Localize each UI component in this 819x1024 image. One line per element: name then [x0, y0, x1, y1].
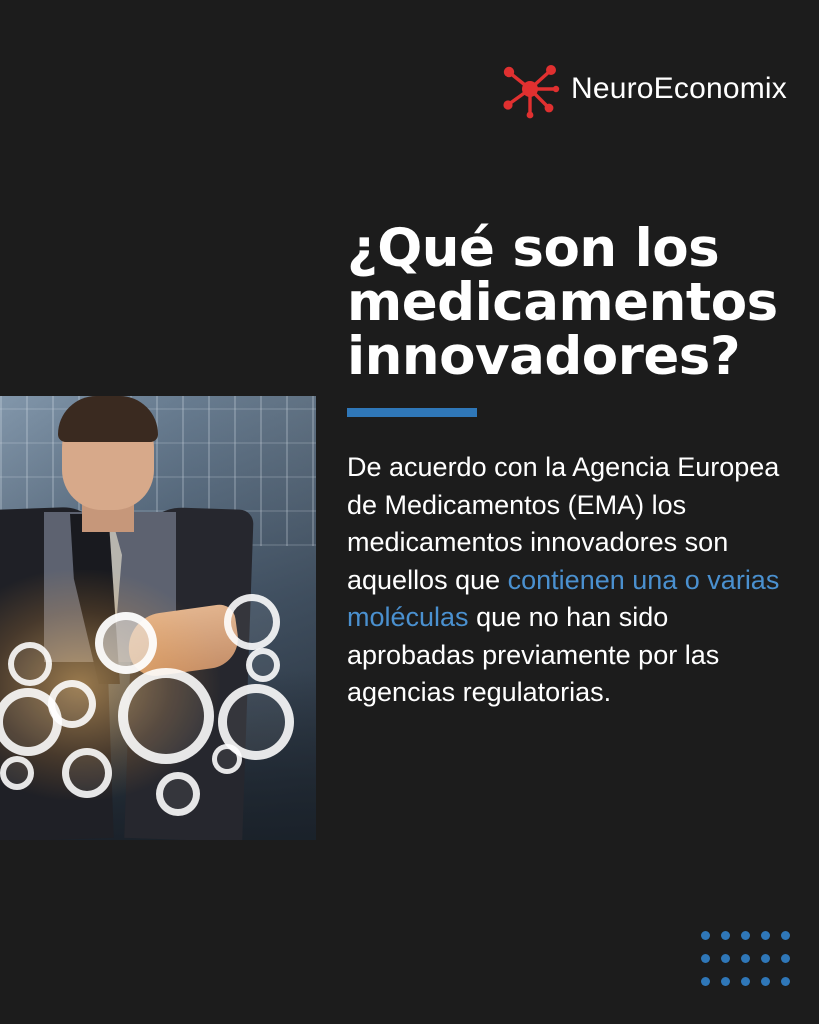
neuron-molecule-icon [499, 58, 561, 120]
gear-icon [156, 772, 200, 816]
page-title: ¿Qué son los medicamentos innovadores? [347, 218, 778, 388]
dot [781, 954, 790, 963]
gear-icon [95, 612, 157, 674]
gear-icon [224, 594, 280, 650]
dot [701, 954, 710, 963]
dot [761, 954, 770, 963]
dot [781, 931, 790, 940]
hero-image [0, 396, 316, 840]
dot [701, 977, 710, 986]
gear-icon [246, 648, 280, 682]
gear-icon [118, 668, 214, 764]
dot [721, 931, 730, 940]
brand-name: NeuroEconomix [570, 72, 787, 105]
dot [741, 977, 750, 986]
dot [741, 954, 750, 963]
gear-icon [62, 748, 112, 798]
dot [701, 931, 710, 940]
dot [741, 931, 750, 940]
dot [781, 977, 790, 986]
body-paragraph [347, 449, 787, 712]
hair [58, 396, 158, 442]
dot [721, 954, 730, 963]
dot [761, 931, 770, 940]
dot [721, 977, 730, 986]
text-column [347, 218, 787, 712]
body-text-part2: que no han sido aprobadas previamente por las agencias regulatorias. [347, 602, 720, 708]
title-underline-rule [347, 408, 477, 417]
dot-grid-decoration [701, 931, 801, 1000]
dot [761, 977, 770, 986]
brand-logo [499, 58, 787, 120]
gear-icon [212, 744, 242, 774]
gear-icon [8, 642, 52, 686]
body-text-part1: De acuerdo con la Agencia Europea de Medicamentos (EMA) los medicamentos innovadores son aquellos que [347, 452, 780, 595]
gear-icon [0, 756, 34, 790]
body-text-highlight: contienen una o varias moléculas [347, 564, 780, 633]
